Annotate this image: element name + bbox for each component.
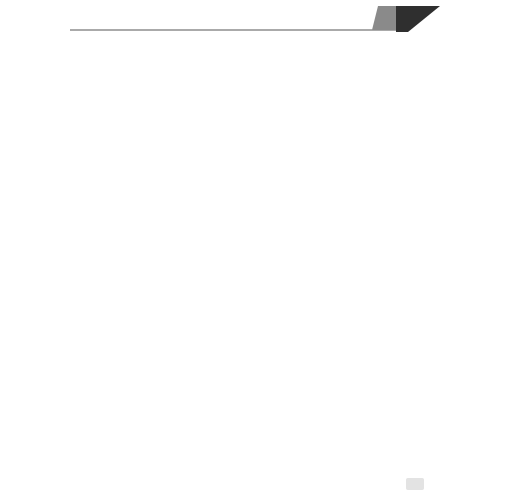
page-header (0, 0, 520, 36)
header-decoration (0, 0, 520, 36)
page-number (406, 478, 424, 490)
